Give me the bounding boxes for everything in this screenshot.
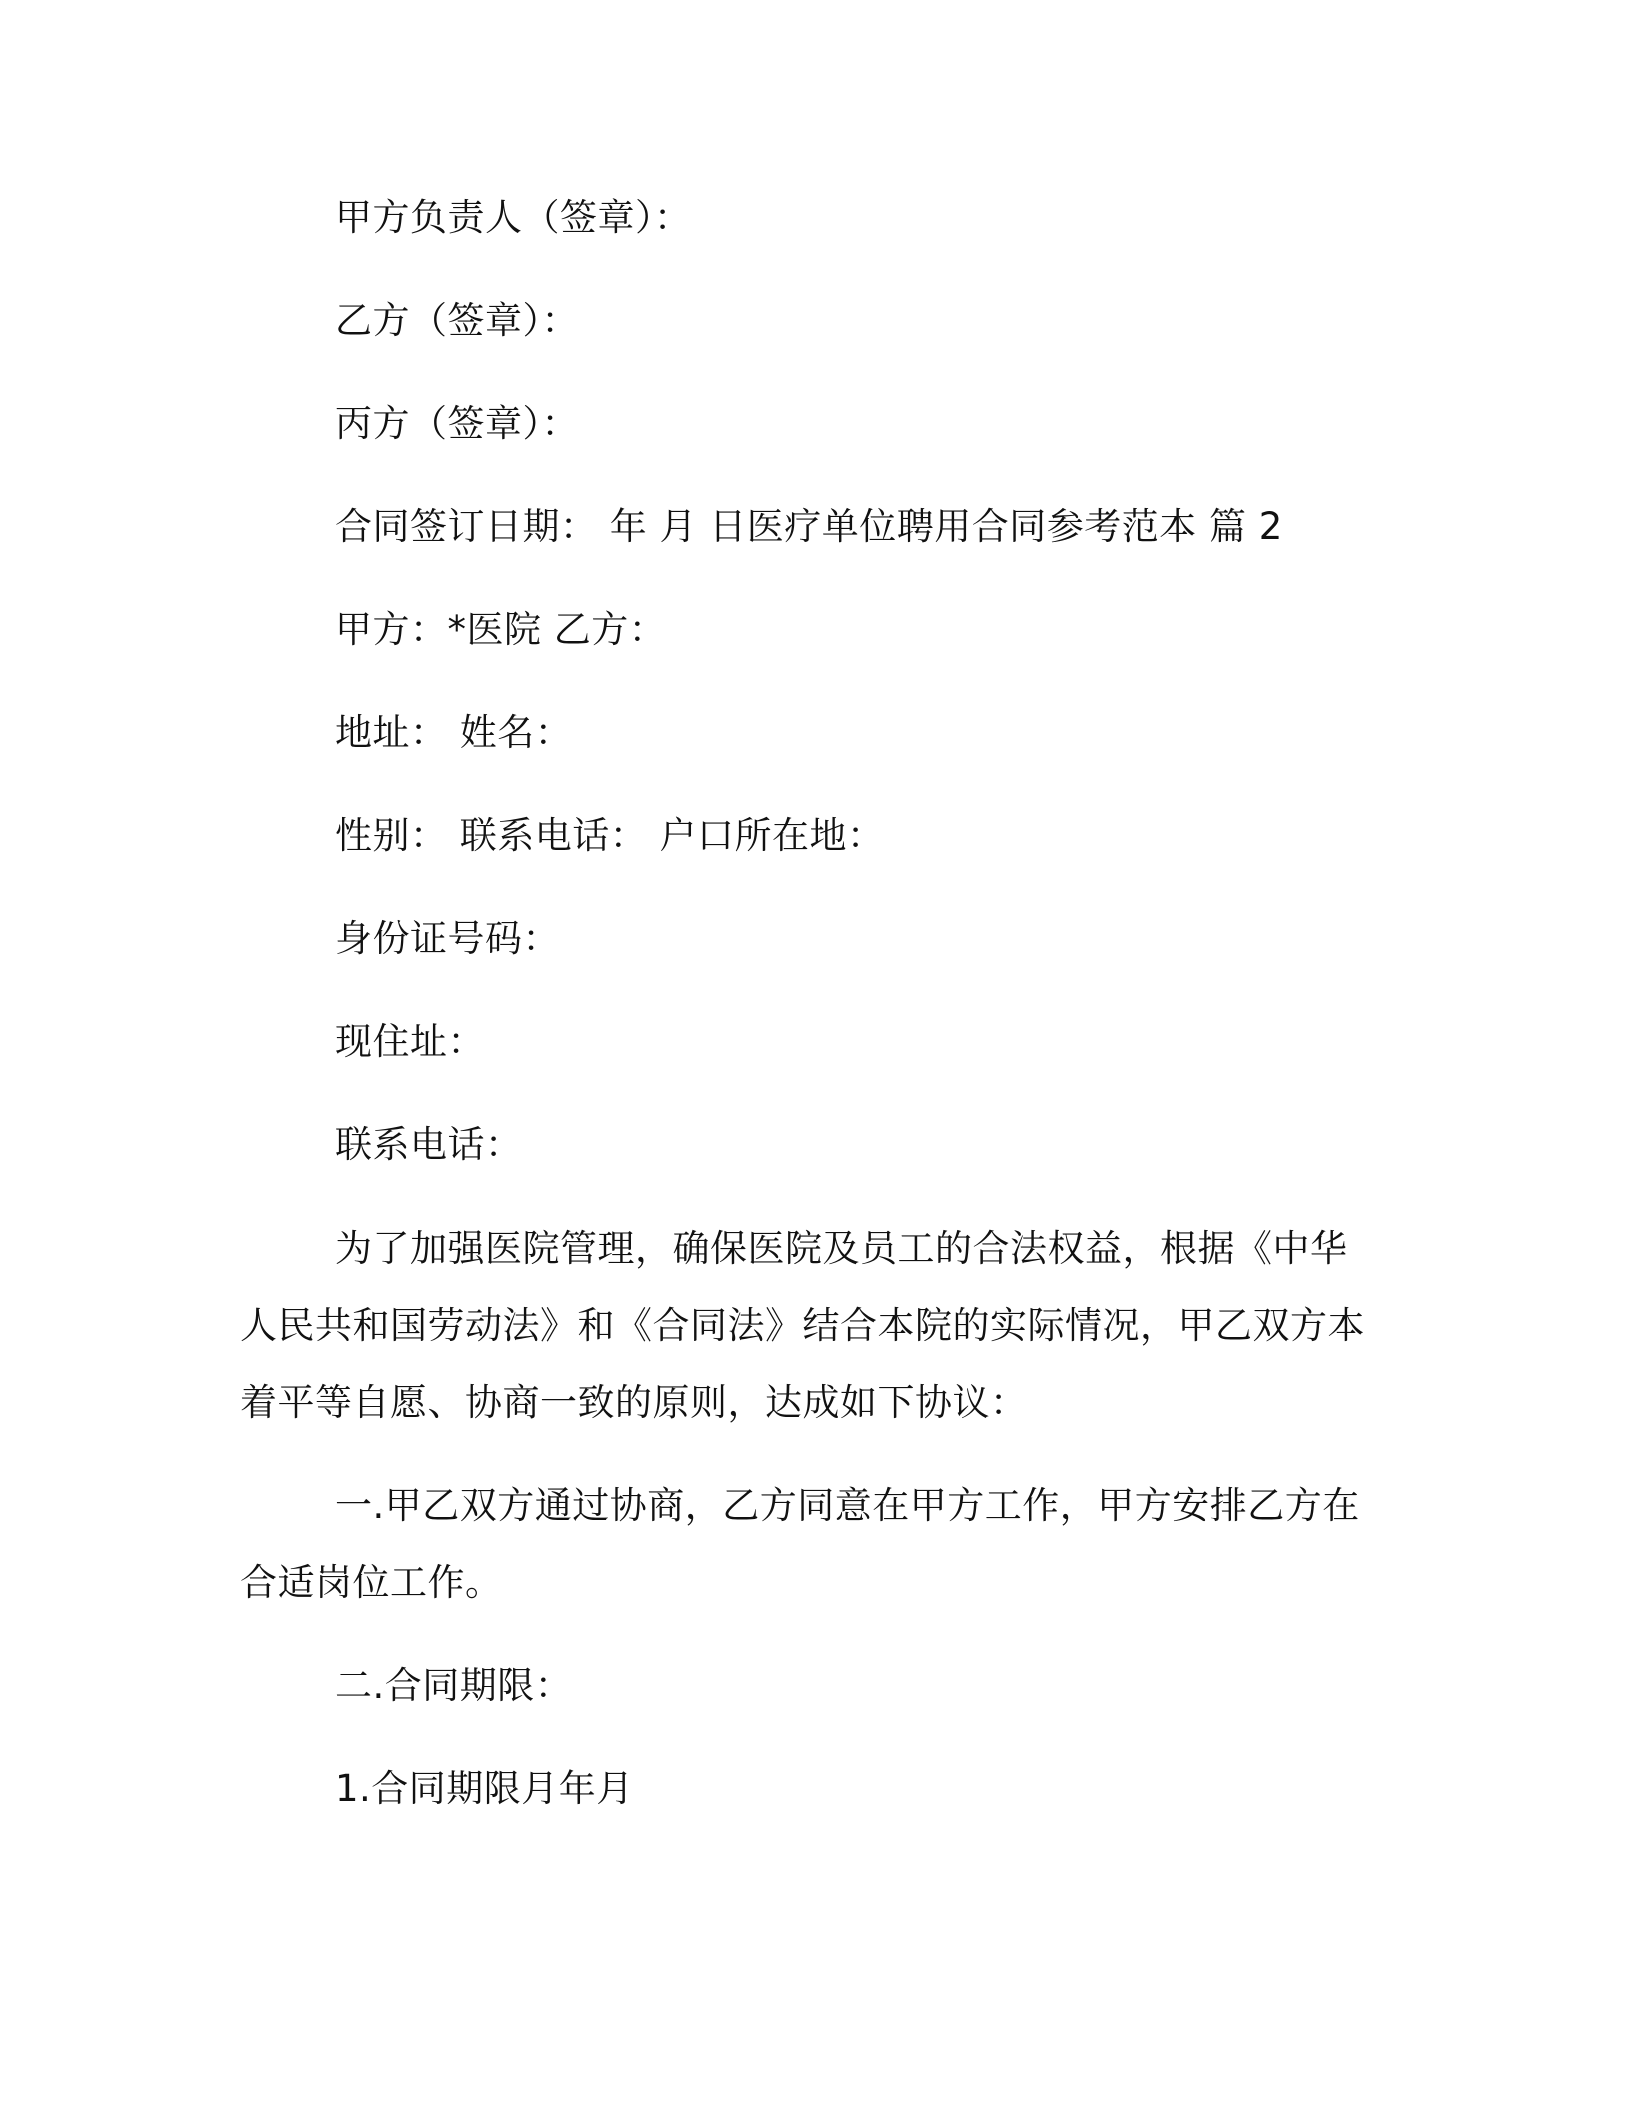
section-heading-contract-term: 二.合同期限： — [335, 1664, 573, 1707]
preamble-paragraph: 为了加强医院管理，确保医院及员工的合法权益，根据《中华人民共和国劳动法》和《合同法》结合本院的实际情况，甲乙双方本着平等自愿、协商一致的原则，达成如下协议： — [240, 1227, 1365, 1424]
party-b-signature-line: 乙方（签章）： — [335, 299, 579, 342]
contract-date-and-title-line: 合同签订日期： 年 月 日医疗单位聘用合同参考范本 篇 2 — [335, 505, 1283, 548]
clause-contract-term-1: 1.合同期限月年月 — [335, 1767, 634, 1810]
current-address-line: 现住址： — [335, 1020, 485, 1063]
id-number-line: 身份证号码： — [335, 917, 560, 960]
contact-phone-line: 联系电话： — [335, 1123, 523, 1166]
party-a-representative-signature-line: 甲方负责人（签章）： — [335, 196, 692, 239]
address-name-line: 地址： 姓名： — [335, 711, 573, 754]
parties-line: 甲方：*医院 乙方： — [335, 608, 667, 651]
gender-phone-residence-line: 性别： 联系电话： 户口所在地： — [335, 814, 885, 857]
clause-one-paragraph: 一.甲乙双方通过协商，乙方同意在甲方工作，甲方安排乙方在合适岗位工作。 — [240, 1484, 1360, 1604]
party-c-signature-line: 丙方（签章）： — [335, 402, 579, 445]
